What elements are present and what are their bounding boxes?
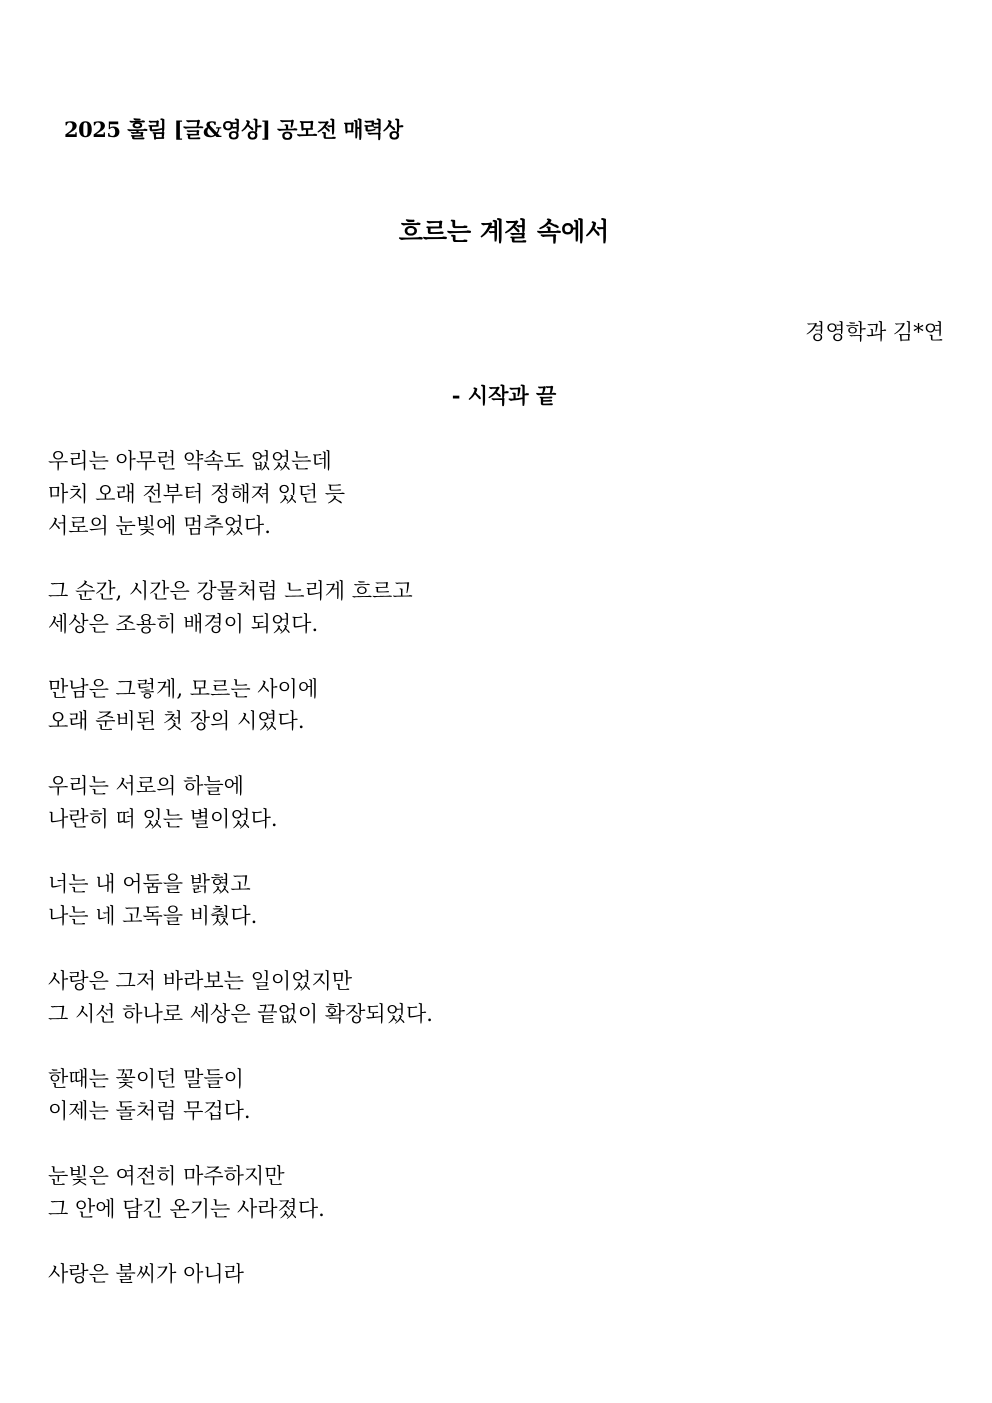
poem-line: 오래 준비된 첫 장의 시였다. [48,709,305,733]
poem-line: 세상은 조용히 배경이 되었다. [48,611,319,636]
stanza [48,575,948,640]
poem-line: 그 순간, 시간은 강물처럼 느리게 흐르고 [48,579,413,603]
poem-body [48,445,948,1323]
stanza [48,673,948,738]
stanza [48,1160,948,1225]
poem-line: 그 안에 담긴 온기는 사라졌다. [48,1196,325,1221]
poem-line: 눈빛은 여전히 마주하지만 [48,1164,285,1188]
poem-line: 이제는 돌처럼 무겁다. [48,1099,251,1123]
poem-title: 흐르는 계절 속에서 [398,217,610,246]
poem-line: 우리는 서로의 하늘에 [48,774,244,798]
poem-line: 만남은 그렇게, 모르는 사이에 [48,676,319,701]
poem-line: 마치 오래 전부터 정해져 있던 듯 [48,481,346,506]
poem-line: 사랑은 불씨가 아니라 [48,1261,244,1286]
stanza [48,445,948,543]
poem-line: 너는 내 어둠을 밝혔고 [48,871,251,896]
stanza [48,1063,948,1128]
poem-line: 나는 네 고독을 비췄다. [48,904,258,928]
section-title: - 시작과 끝 [451,383,557,408]
poem-line: 우리는 아무런 약속도 없었는데 [48,449,332,473]
poem-line: 사랑은 그저 바라보는 일이었지만 [48,969,353,993]
poem-line: 나란히 떠 있는 별이었다. [48,806,278,831]
stanza [48,1258,948,1291]
poem-line: 서로의 눈빛에 멈추었다. [48,514,271,538]
poem-line: 한때는 꽃이던 말들이 [48,1066,244,1091]
stanza [48,965,948,1030]
stanza [48,868,948,933]
stanza [48,770,948,835]
author-line: 경영학과 김*연 [805,320,944,344]
poem-line: 그 시선 하나로 세상은 끝없이 확장되었다. [48,1001,433,1026]
award-heading: 2025 훌림 [글&영상] 공모전 매력상 [64,117,403,142]
